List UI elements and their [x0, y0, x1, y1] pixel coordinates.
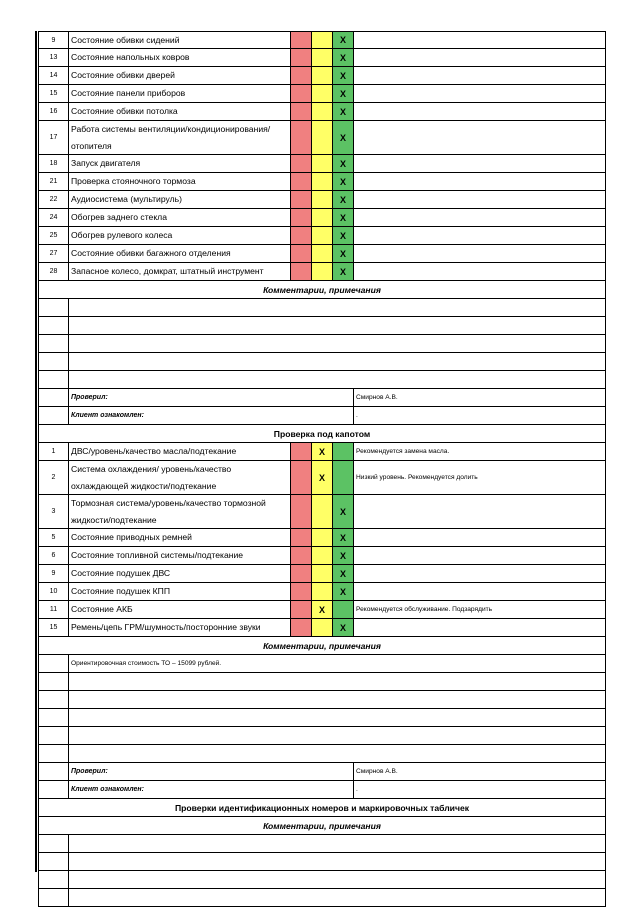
checked-by-row: [38, 389, 606, 407]
item-comment: [353, 103, 606, 120]
item-comment: [353, 209, 606, 226]
item-comment: [353, 245, 606, 262]
status-red-cell: [290, 32, 311, 48]
item-number: 15: [38, 619, 68, 636]
under-hood-header-text: Проверка под капотом: [38, 425, 606, 442]
item-comment: [353, 583, 606, 600]
notes-text: [68, 673, 606, 690]
status-yellow-cell: [311, 49, 332, 66]
comments-header: [38, 637, 606, 655]
status-yellow-cell: [311, 191, 332, 208]
check-row: [38, 443, 606, 461]
item-comment: [353, 85, 606, 102]
status-yellow-cell: [311, 565, 332, 582]
notes-row: [38, 353, 606, 371]
notes-text: [68, 727, 606, 744]
item-name: Состояние подушек ДВС: [68, 565, 290, 582]
status-red-cell: [290, 619, 311, 636]
item-comment: [353, 67, 606, 84]
status-yellow-cell: X: [311, 443, 332, 460]
item-number: 2: [38, 461, 68, 494]
status-green-cell: X: [332, 209, 353, 226]
notes-text: [68, 889, 606, 906]
status-green-cell: [332, 461, 353, 494]
check-row: [38, 209, 606, 227]
item-name: Состояние обивки багажного отделения: [68, 245, 290, 262]
under-hood-header: [38, 425, 606, 443]
status-red-cell: [290, 529, 311, 546]
item-number: 3: [38, 495, 68, 528]
notes-spacer: [38, 871, 68, 888]
notes-spacer: [38, 655, 68, 672]
status-red-cell: [290, 565, 311, 582]
item-name: Состояние АКБ: [68, 601, 290, 618]
check-row: [38, 529, 606, 547]
item-number: 27: [38, 245, 68, 262]
checked-by-row: [38, 763, 606, 781]
item-name: Аудиосистема (мультируль): [68, 191, 290, 208]
status-red-cell: [290, 85, 311, 102]
notes-spacer: [38, 889, 68, 906]
item-name: Состояние напольных ковров: [68, 49, 290, 66]
item-comment: Рекомендуется обслуживание. Подзарядить: [353, 601, 606, 618]
client-acknowledged-label: Клиент ознакомлен:: [68, 407, 353, 424]
notes-row: [38, 335, 606, 353]
item-name: Проверка стояночного тормоза: [68, 173, 290, 190]
status-yellow-cell: [311, 121, 332, 154]
item-name: Состояние панели приборов: [68, 85, 290, 102]
client-acknowledged-value: .: [353, 781, 606, 798]
status-red-cell: [290, 547, 311, 564]
notes-text: [68, 317, 606, 334]
check-row: [38, 103, 606, 121]
item-number: 11: [38, 601, 68, 618]
item-comment: [353, 227, 606, 244]
status-green-cell: X: [332, 103, 353, 120]
status-red-cell: [290, 583, 311, 600]
notes-row: [38, 317, 606, 335]
notes-row: [38, 745, 606, 763]
item-number: 28: [38, 263, 68, 280]
notes-row: [38, 371, 606, 389]
status-green-cell: X: [332, 49, 353, 66]
status-green-cell: X: [332, 245, 353, 262]
notes-spacer: [38, 673, 68, 690]
sign-spacer: [38, 389, 68, 406]
status-yellow-cell: [311, 547, 332, 564]
item-number: 22: [38, 191, 68, 208]
status-yellow-cell: [311, 529, 332, 546]
notes-row: [38, 709, 606, 727]
id-checks-header: [38, 799, 606, 817]
item-number: 21: [38, 173, 68, 190]
notes-text: [68, 353, 606, 370]
item-number: 6: [38, 547, 68, 564]
item-name: Состояние обивки сидений: [68, 32, 290, 48]
status-yellow-cell: X: [311, 601, 332, 618]
status-yellow-cell: [311, 67, 332, 84]
item-name: Обогрев заднего стекла: [68, 209, 290, 226]
status-green-cell: X: [332, 263, 353, 280]
sign-spacer: [38, 407, 68, 424]
item-comment: [353, 565, 606, 582]
check-row: [38, 619, 606, 637]
status-red-cell: [290, 227, 311, 244]
notes-spacer: [38, 853, 68, 870]
status-green-cell: X: [332, 155, 353, 172]
item-comment: [353, 49, 606, 66]
status-red-cell: [290, 263, 311, 280]
check-row: [38, 85, 606, 103]
item-number: 1: [38, 443, 68, 460]
item-number: 9: [38, 32, 68, 48]
check-row: [38, 583, 606, 601]
status-yellow-cell: [311, 103, 332, 120]
check-row: [38, 601, 606, 619]
item-number: 13: [38, 49, 68, 66]
status-red-cell: [290, 67, 311, 84]
notes-text: [68, 835, 606, 852]
status-yellow-cell: X: [311, 461, 332, 494]
notes-row: [38, 727, 606, 745]
item-name: Обогрев рулевого колеса: [68, 227, 290, 244]
item-name: Система охлаждения/ уровень/качество охлаждающей жидкости/подтекание: [68, 461, 290, 494]
status-red-cell: [290, 103, 311, 120]
notes-row: [38, 673, 606, 691]
status-yellow-cell: [311, 85, 332, 102]
item-number: 24: [38, 209, 68, 226]
id-checks-header-text: Проверки идентификационных номеров и маркировочных табличек: [38, 799, 606, 816]
item-comment: [353, 32, 606, 48]
status-green-cell: X: [332, 227, 353, 244]
notes-row: [38, 299, 606, 317]
notes-spacer: [38, 353, 68, 370]
item-name: Работа системы вентиляции/кондиционирования/ отопителя: [68, 121, 290, 154]
status-green-cell: [332, 601, 353, 618]
notes-text: [68, 371, 606, 388]
item-comment: [353, 495, 606, 528]
item-comment: Рекомендуется замена масла.: [353, 443, 606, 460]
item-name: Состояние обивки дверей: [68, 67, 290, 84]
status-red-cell: [290, 601, 311, 618]
comments-header: [38, 281, 606, 299]
item-name: Состояние топливной системы/подтекание: [68, 547, 290, 564]
status-green-cell: X: [332, 191, 353, 208]
notes-row: [38, 835, 606, 853]
status-red-cell: [290, 191, 311, 208]
item-comment: [353, 547, 606, 564]
notes-row: [38, 871, 606, 889]
notes-spacer: [38, 335, 68, 352]
check-row: [38, 173, 606, 191]
status-yellow-cell: [311, 245, 332, 262]
check-row: [38, 263, 606, 281]
status-red-cell: [290, 155, 311, 172]
item-name: Состояние приводных ремней: [68, 529, 290, 546]
notes-text: [68, 709, 606, 726]
status-yellow-cell: [311, 155, 332, 172]
status-green-cell: X: [332, 495, 353, 528]
notes-text: [68, 299, 606, 316]
sign-spacer: [38, 781, 68, 798]
checked-by-label: Проверил:: [68, 763, 353, 780]
notes-row: [38, 853, 606, 871]
check-row: [38, 155, 606, 173]
item-number: 14: [38, 67, 68, 84]
item-number: 9: [38, 565, 68, 582]
status-green-cell: X: [332, 85, 353, 102]
check-row: [38, 191, 606, 209]
check-row: [38, 495, 606, 529]
status-red-cell: [290, 461, 311, 494]
item-number: 17: [38, 121, 68, 154]
comments-header-text: Комментарии, примечания: [38, 637, 606, 654]
notes-spacer: [38, 709, 68, 726]
item-comment: [353, 173, 606, 190]
status-red-cell: [290, 173, 311, 190]
item-name: Тормозная система/уровень/качество тормозной жидкости/подтекание: [68, 495, 290, 528]
checked-by-value: Смирнов А.В.: [353, 763, 606, 780]
item-number: 15: [38, 85, 68, 102]
item-name: ДВС/уровень/качество масла/подтекание: [68, 443, 290, 460]
comments-header: [38, 817, 606, 835]
status-red-cell: [290, 49, 311, 66]
notes-text: [68, 335, 606, 352]
item-comment: [353, 529, 606, 546]
comments-header-text: Комментарии, примечания: [38, 817, 606, 834]
notes-row: [38, 655, 606, 673]
status-green-cell: X: [332, 619, 353, 636]
inspection-sheet: [38, 31, 606, 907]
item-name: Ремень/цепь ГРМ/шумность/посторонние звуки: [68, 619, 290, 636]
checked-by-label: Проверил:: [68, 389, 353, 406]
notes-spacer: [38, 745, 68, 762]
check-row: [38, 461, 606, 495]
client-acknowledged-label: Клиент ознакомлен:: [68, 781, 353, 798]
client-row: [38, 781, 606, 799]
item-number: 16: [38, 103, 68, 120]
notes-spacer: [38, 317, 68, 334]
notes-text: [68, 745, 606, 762]
sign-spacer: [38, 763, 68, 780]
status-yellow-cell: [311, 583, 332, 600]
status-green-cell: X: [332, 565, 353, 582]
status-red-cell: [290, 495, 311, 528]
status-red-cell: [290, 443, 311, 460]
item-comment: [353, 155, 606, 172]
check-row: [38, 31, 606, 49]
status-yellow-cell: [311, 619, 332, 636]
status-red-cell: [290, 245, 311, 262]
notes-spacer: [38, 835, 68, 852]
notes-text: [68, 691, 606, 708]
item-comment: [353, 619, 606, 636]
status-yellow-cell: [311, 227, 332, 244]
notes-row: [38, 889, 606, 907]
notes-text: Ориентировочная стоимость ТО – 15099 рублей.: [68, 655, 606, 672]
check-row: [38, 67, 606, 85]
check-row: [38, 227, 606, 245]
status-green-cell: X: [332, 121, 353, 154]
status-yellow-cell: [311, 209, 332, 226]
status-green-cell: [332, 443, 353, 460]
notes-row: [38, 691, 606, 709]
status-green-cell: X: [332, 529, 353, 546]
notes-spacer: [38, 299, 68, 316]
status-green-cell: X: [332, 547, 353, 564]
status-green-cell: X: [332, 173, 353, 190]
check-row: [38, 547, 606, 565]
status-red-cell: [290, 209, 311, 226]
status-yellow-cell: [311, 173, 332, 190]
check-row: [38, 121, 606, 155]
item-name: Состояние обивки потолка: [68, 103, 290, 120]
status-green-cell: X: [332, 583, 353, 600]
status-yellow-cell: [311, 495, 332, 528]
item-number: 10: [38, 583, 68, 600]
status-green-cell: X: [332, 67, 353, 84]
item-comment: [353, 263, 606, 280]
check-row: [38, 49, 606, 67]
notes-spacer: [38, 691, 68, 708]
status-yellow-cell: [311, 32, 332, 48]
status-yellow-cell: [311, 263, 332, 280]
item-comment: Низкий уровень. Рекомендуется долить: [353, 461, 606, 494]
status-red-cell: [290, 121, 311, 154]
notes-text: [68, 871, 606, 888]
comments-header-text: Комментарии, примечания: [38, 281, 606, 298]
notes-spacer: [38, 371, 68, 388]
item-comment: [353, 191, 606, 208]
item-number: 25: [38, 227, 68, 244]
left-margin-line: [35, 31, 37, 872]
notes-text: [68, 853, 606, 870]
client-row: [38, 407, 606, 425]
status-green-cell: X: [332, 32, 353, 48]
checked-by-value: Смирнов А.В.: [353, 389, 606, 406]
item-name: Запасное колесо, домкрат, штатный инструмент: [68, 263, 290, 280]
item-number: 18: [38, 155, 68, 172]
item-comment: [353, 121, 606, 154]
client-acknowledged-value: .: [353, 407, 606, 424]
check-row: [38, 245, 606, 263]
notes-spacer: [38, 727, 68, 744]
item-number: 5: [38, 529, 68, 546]
item-name: Запуск двигателя: [68, 155, 290, 172]
item-name: Состояние подушек КПП: [68, 583, 290, 600]
check-row: [38, 565, 606, 583]
